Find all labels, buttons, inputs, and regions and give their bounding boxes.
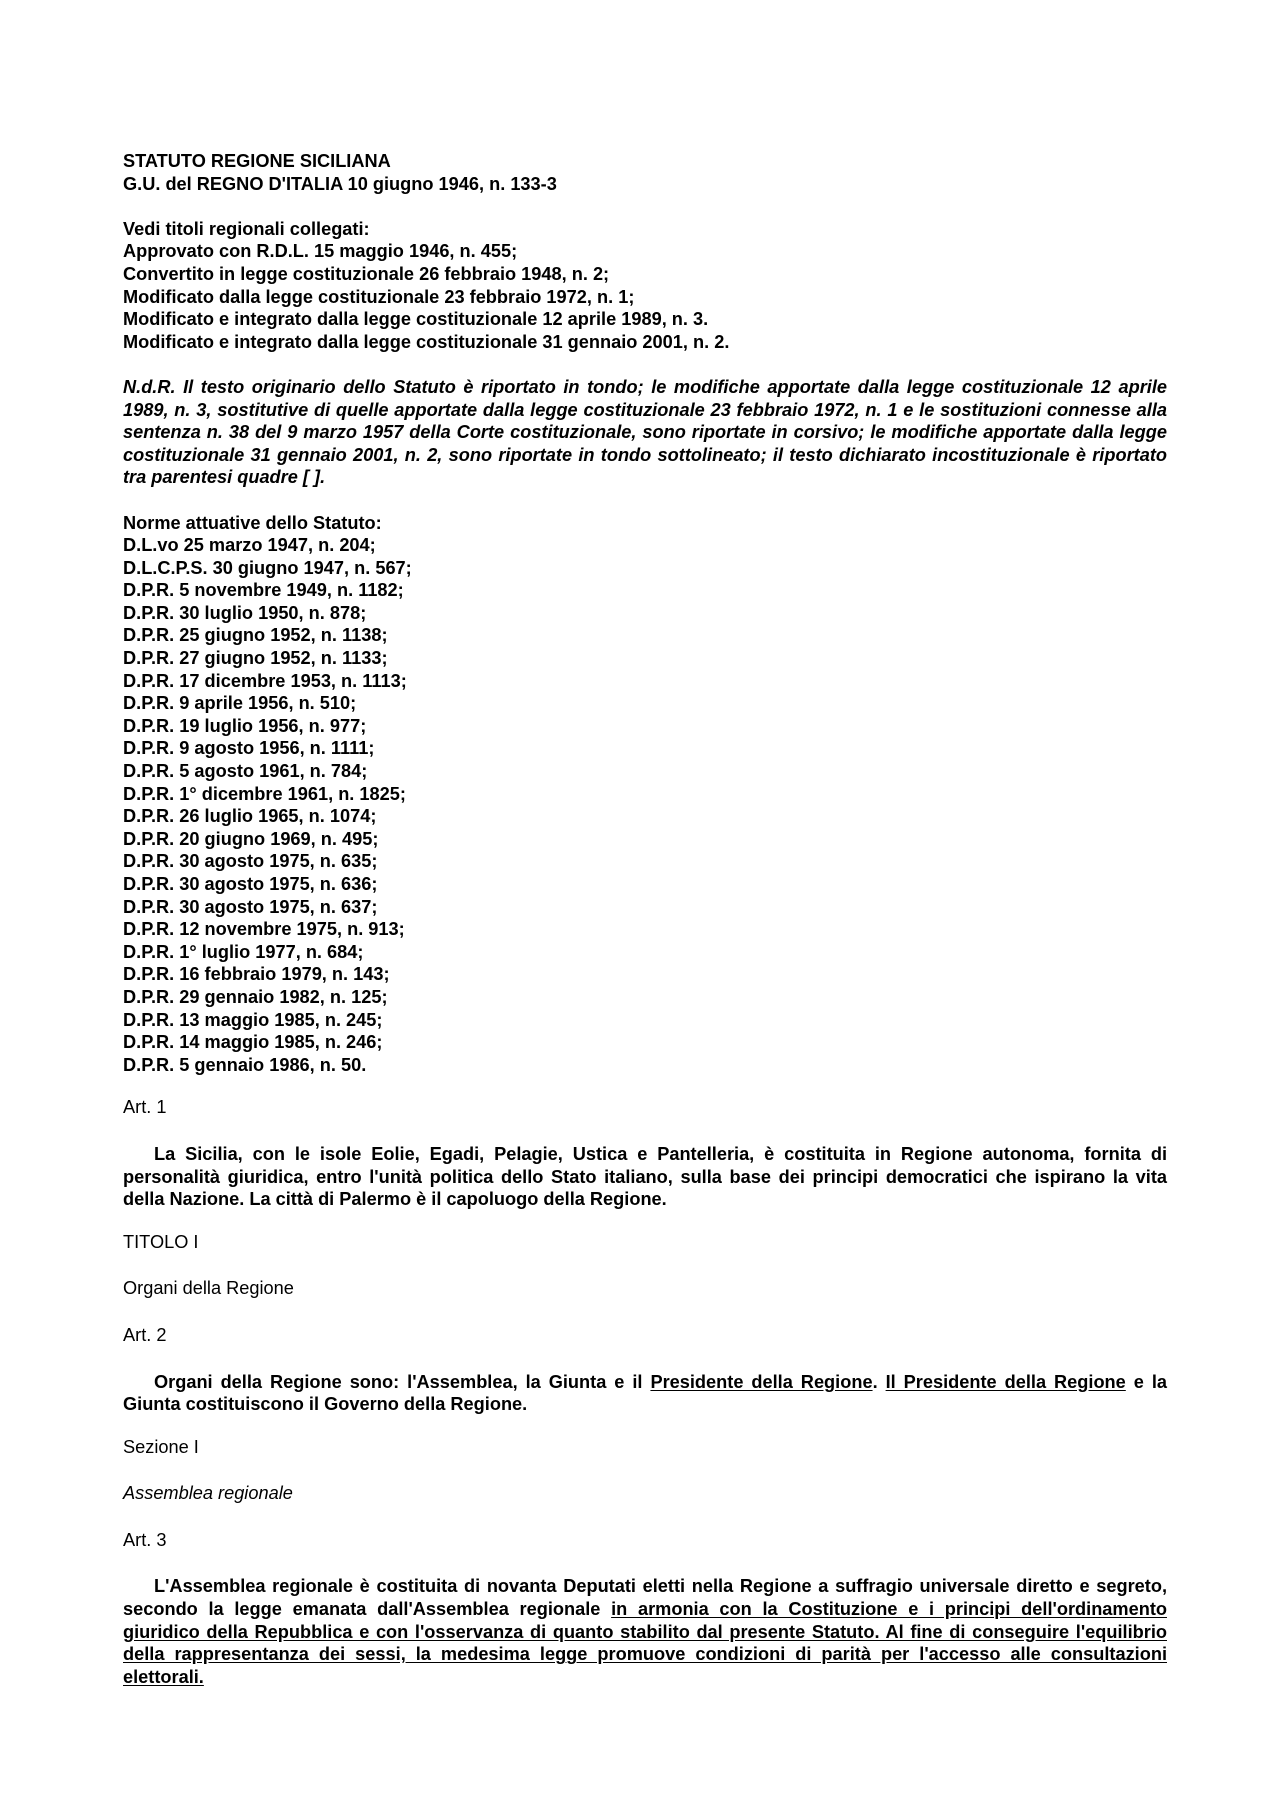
norme-item: D.P.R. 16 febbraio 1979, n. 143; — [123, 964, 390, 985]
norme-item: D.P.R. 29 gennaio 1982, n. 125; — [123, 986, 388, 1007]
norme-item: D.P.R. 12 novembre 1975, n. 913; — [123, 919, 405, 940]
spacer — [123, 195, 1167, 218]
article-2-text-c: e la Giunta costituiscono il Governo della Regione. — [123, 1371, 1168, 1415]
norme-item: D.P.R. 30 agosto 1975, n. 636; — [123, 874, 378, 894]
gazette-reference: G.U. del REGNO D'ITALIA 10 giugno 1946, n. 133-3 — [123, 173, 557, 194]
spacer — [123, 353, 1167, 376]
norme-item: D.P.R. 5 agosto 1961, n. 784; — [123, 761, 368, 782]
norme-item: D.P.R. 25 giugno 1952, n. 1138; — [123, 625, 388, 646]
amended-text: in armonia con la Costituzione e i principi dell'ordinamento giuridico della Repubblica e con l'osservanza di quanto stabilito dal presente Statuto. Al fine di conseguire l'equilibrio della rappresentanza dei sessi, la medesima legge promuove condizioni di parità per l'accesso alle consultazioni elettorali. — [123, 1599, 1167, 1687]
spacer — [123, 1300, 1167, 1324]
norme-item: D.P.R. 20 giugno 1969, n. 495; — [123, 828, 379, 849]
spacer — [123, 489, 1167, 512]
sezione-1-name: Assemblea regionale — [123, 1483, 293, 1504]
amended-text: Presidente della Regione — [650, 1371, 873, 1392]
norme-heading: Norme attuative dello Statuto: — [123, 512, 382, 533]
norme-item: D.P.R. 9 agosto 1956, n. 1111; — [123, 738, 375, 759]
article-2-label: Art. 2 — [123, 1324, 167, 1345]
related-item: Modificato dalla legge costituzionale 23 febbraio 1972, n. 1; — [123, 286, 635, 307]
spacer — [123, 1119, 1167, 1143]
article-2-text — [123, 1371, 1167, 1416]
article-2-text-b: . — [872, 1371, 886, 1392]
norme-item: D.P.R. 30 agosto 1975, n. 635; — [123, 851, 378, 872]
norme-item: D.P.R. 27 giugno 1952, n. 1133; — [123, 648, 388, 669]
spacer — [123, 1458, 1167, 1482]
spacer — [123, 1253, 1167, 1277]
related-item: Approvato con R.D.L. 15 maggio 1946, n. 455; — [123, 241, 518, 262]
norme-item: D.P.R. 9 aprile 1956, n. 510; — [123, 693, 357, 714]
norme-item: D.P.R. 13 maggio 1985, n. 245; — [123, 1009, 383, 1030]
norme-item: D.P.R. 5 gennaio 1986, n. 50. — [123, 1054, 367, 1075]
spacer — [123, 1416, 1167, 1436]
norme-item: D.P.R. 1° dicembre 1961, n. 1825; — [123, 783, 406, 804]
spacer — [123, 1551, 1167, 1575]
norme-item: D.P.R. 17 dicembre 1953, n. 1113; — [123, 670, 407, 691]
related-list — [123, 240, 1167, 353]
sezione-1-label: Sezione I — [123, 1436, 199, 1457]
article-3-text-a: L'Assemblea regionale è costituita di novanta Deputati eletti nella Regione a suffragio universale diretto e segreto, secondo la legge emanata dall'Assemblea regionale — [123, 1576, 1167, 1620]
article-1-text: La Sicilia, con le isole Eolie, Egadi, Pelagie, Ustica e Pantelleria, è costituita in Regione autonoma, fornita di personalità giuridica, entro l'unità politica dello Stato italiano, sulla base dei principi democratici che ispirano la vita della Nazione. La città di Palermo è il capoluogo della Regione. — [123, 1143, 1167, 1210]
spacer — [123, 1505, 1167, 1529]
article-3-text — [123, 1575, 1167, 1688]
norme-list — [123, 534, 1167, 1076]
norme-item: D.P.R. 30 luglio 1950, n. 878; — [123, 602, 367, 623]
article-1-label: Art. 1 — [123, 1097, 167, 1118]
article-3-label: Art. 3 — [123, 1529, 167, 1550]
norme-item: D.P.R. 19 luglio 1956, n. 977; — [123, 715, 367, 736]
norme-item: D.P.R. 1° luglio 1977, n. 684; — [123, 941, 364, 962]
related-item: Convertito in legge costituzionale 26 febbraio 1948, n. 2; — [123, 263, 610, 284]
editor-note: N.d.R. Il testo originario dello Statuto è riportato in tondo; le modifiche apportate dalla legge costituzionale 12 aprile 1989, n. 3, sostitutive di quelle apportate dalla legge costituzionale 23 febbraio 1972, n. 1 e le sostituzioni connesse alla sentenza n. 38 del 9 marzo 1957 della Corte costituzionale, sono riportate in corsivo; le modifiche apportate dalla legge costituzionale 31 gennaio 2001, n. 2, sono riportate in tondo sottolineato; il testo dichiarato incostituzionale è riportato tra parentesi quadre [ ]. — [123, 376, 1167, 488]
titolo-1-label: TITOLO I — [123, 1231, 199, 1252]
spacer — [123, 1347, 1167, 1371]
document-page — [123, 150, 1167, 1688]
amended-text: Il Presidente della Regione — [885, 1371, 1126, 1392]
norme-item: D.L.C.P.S. 30 giugno 1947, n. 567; — [123, 557, 412, 578]
norme-item: D.P.R. 26 luglio 1965, n. 1074; — [123, 806, 377, 827]
norme-item: D.P.R. 14 maggio 1985, n. 246; — [123, 1032, 383, 1053]
article-2-text-a: Organi della Regione sono: l'Assemblea, la Giunta e il — [154, 1371, 651, 1392]
spacer — [123, 1076, 1167, 1096]
norme-item: D.L.vo 25 marzo 1947, n. 204; — [123, 535, 376, 556]
norme-item: D.P.R. 5 novembre 1949, n. 1182; — [123, 580, 404, 601]
related-item: Modificato e integrato dalla legge costituzionale 31 gennaio 2001, n. 2. — [123, 331, 730, 352]
related-item: Modificato e integrato dalla legge costituzionale 12 aprile 1989, n. 3. — [123, 309, 709, 330]
document-title: STATUTO REGIONE SICILIANA — [123, 151, 391, 171]
titolo-1-name: Organi della Regione — [123, 1278, 294, 1299]
norme-item: D.P.R. 30 agosto 1975, n. 637; — [123, 896, 378, 917]
spacer — [123, 1211, 1167, 1231]
related-heading: Vedi titoli regionali collegati: — [123, 218, 370, 239]
